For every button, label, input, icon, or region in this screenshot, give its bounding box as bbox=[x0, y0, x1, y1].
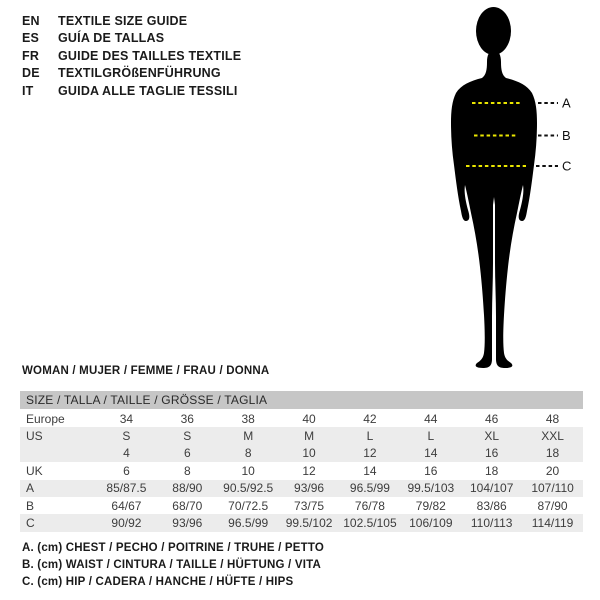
table-cell: 20 bbox=[545, 463, 560, 478]
table-cell: 6 bbox=[183, 446, 191, 461]
table-cell: 106/109 bbox=[409, 516, 453, 531]
table-cell: 90.5/92.5 bbox=[223, 481, 274, 496]
language-row bbox=[22, 47, 241, 65]
row-label: US bbox=[26, 429, 43, 444]
table-cell: 87/90 bbox=[537, 498, 568, 513]
row-label: C bbox=[26, 516, 35, 531]
table-cell: M bbox=[243, 429, 254, 444]
woman-silhouette-figure bbox=[390, 0, 600, 380]
section-title: WOMAN / MUJER / FEMME / FRAU / DONNA bbox=[22, 365, 270, 377]
table-cell: 96.5/99 bbox=[349, 481, 390, 496]
table-cell: 18 bbox=[545, 446, 560, 461]
table-cell: 10 bbox=[241, 463, 255, 478]
legend-line-waist: B. (cm) WAIST / CINTURA / TAILLE / HÜFTUNG / VITA bbox=[22, 559, 321, 571]
language-row bbox=[22, 82, 241, 100]
table-cell: 36 bbox=[180, 411, 194, 426]
table-row bbox=[20, 410, 583, 427]
table-cell: 83/86 bbox=[476, 498, 507, 513]
table-cell: 68/70 bbox=[172, 498, 203, 513]
table-cell: 70/72.5 bbox=[228, 498, 269, 513]
row-label: UK bbox=[26, 463, 43, 478]
table-cell: 14 bbox=[424, 446, 438, 461]
table-cell: 40 bbox=[302, 411, 316, 426]
woman-silhouette bbox=[451, 7, 537, 368]
table-cell: 16 bbox=[424, 463, 438, 478]
table-cell: L bbox=[366, 429, 374, 444]
table-cell: 99.5/102 bbox=[285, 516, 333, 531]
legend-line-chest: A. (cm) CHEST / PECHO / POITRINE / TRUHE / PETTO bbox=[22, 542, 325, 554]
table-cell: 10 bbox=[302, 446, 316, 461]
language-code: IT bbox=[22, 83, 34, 98]
table-cell: 6 bbox=[123, 463, 130, 478]
table-cell: 107/110 bbox=[531, 481, 574, 496]
table-cell: 42 bbox=[363, 411, 377, 426]
table-row bbox=[20, 462, 583, 479]
language-code: EN bbox=[22, 13, 40, 28]
table-cell: 8 bbox=[183, 463, 191, 478]
table-cell: S bbox=[183, 429, 192, 444]
language-row bbox=[22, 65, 241, 83]
chest-line-label: A bbox=[562, 95, 571, 111]
table-cell: 48 bbox=[545, 411, 560, 426]
row-label: Europe bbox=[26, 411, 65, 426]
table-row bbox=[20, 514, 583, 531]
language-title: TEXTILGRÖßENFÜHRUNG bbox=[58, 66, 221, 81]
table-cell: 4 bbox=[123, 446, 130, 461]
table-row bbox=[20, 427, 583, 444]
language-title: TEXTILE SIZE GUIDE bbox=[58, 13, 188, 28]
language-code: DE bbox=[22, 66, 40, 81]
language-code: ES bbox=[22, 31, 40, 46]
table-cell: 14 bbox=[363, 463, 377, 478]
row-label: A bbox=[26, 481, 35, 496]
table-row bbox=[20, 497, 583, 514]
table-cell: M bbox=[304, 429, 315, 444]
table-cell: 93/96 bbox=[172, 516, 203, 531]
table-cell: 46 bbox=[485, 411, 499, 426]
language-title: GUÍA DE TALLAS bbox=[58, 31, 165, 46]
table-cell: L bbox=[427, 429, 435, 444]
table-cell: 44 bbox=[424, 411, 438, 426]
table-cell: 90/92 bbox=[111, 516, 142, 531]
language-row bbox=[22, 12, 241, 30]
table-cell: 12 bbox=[363, 446, 377, 461]
table-row bbox=[20, 445, 583, 462]
table-cell: XXL bbox=[541, 429, 564, 444]
table-cell: 18 bbox=[485, 463, 499, 478]
table-cell: 99.5/103 bbox=[407, 481, 455, 496]
table-cell: XL bbox=[484, 429, 500, 444]
table-cell: 110/113 bbox=[470, 516, 513, 531]
table-cell: 12 bbox=[302, 463, 316, 478]
row-label: B bbox=[26, 498, 35, 513]
table-cell: 93/96 bbox=[294, 481, 325, 496]
silhouette-head bbox=[476, 7, 511, 55]
table-cell: 85/87.5 bbox=[106, 481, 147, 496]
table-cell: 34 bbox=[119, 411, 134, 426]
waist-line-label: B bbox=[562, 128, 571, 143]
table-cell: 114/119 bbox=[531, 516, 574, 531]
language-row bbox=[22, 30, 241, 48]
table-cell: S bbox=[122, 429, 131, 444]
table-cell: 76/78 bbox=[354, 498, 385, 513]
table-row bbox=[20, 480, 583, 497]
language-title: GUIDE DES TAILLES TEXTILE bbox=[58, 48, 242, 63]
size-table-body bbox=[20, 410, 583, 532]
table-cell: 8 bbox=[244, 446, 252, 461]
size-table bbox=[20, 391, 583, 532]
table-cell: 79/82 bbox=[415, 498, 446, 513]
size-table-grid bbox=[20, 410, 583, 532]
table-cell: 104/107 bbox=[469, 481, 514, 496]
table-cell: 64/67 bbox=[111, 498, 142, 513]
table-cell: 88/90 bbox=[172, 481, 203, 496]
legend-line-hip: C. (cm) HIP / CADERA / HANCHE / HÜFTE / HIPS bbox=[22, 576, 294, 588]
row-label bbox=[20, 445, 96, 462]
table-cell: 73/75 bbox=[294, 498, 325, 513]
table-cell: 102.5/105 bbox=[343, 516, 397, 531]
table-cell: 38 bbox=[241, 411, 255, 426]
table-cell: 96.5/99 bbox=[228, 516, 269, 531]
language-title-block bbox=[22, 12, 241, 100]
language-title: GUIDA ALLE TAGLIE TESSILI bbox=[58, 83, 238, 98]
silhouette-body bbox=[451, 50, 537, 368]
size-table-header: SIZE / TALLA / TAILLE / GRÖSSE / TAGLIA bbox=[20, 391, 583, 409]
table-cell: 16 bbox=[485, 446, 499, 461]
hip-line-label: C bbox=[562, 158, 572, 174]
measurement-legend bbox=[22, 540, 324, 591]
language-code: FR bbox=[22, 48, 40, 63]
